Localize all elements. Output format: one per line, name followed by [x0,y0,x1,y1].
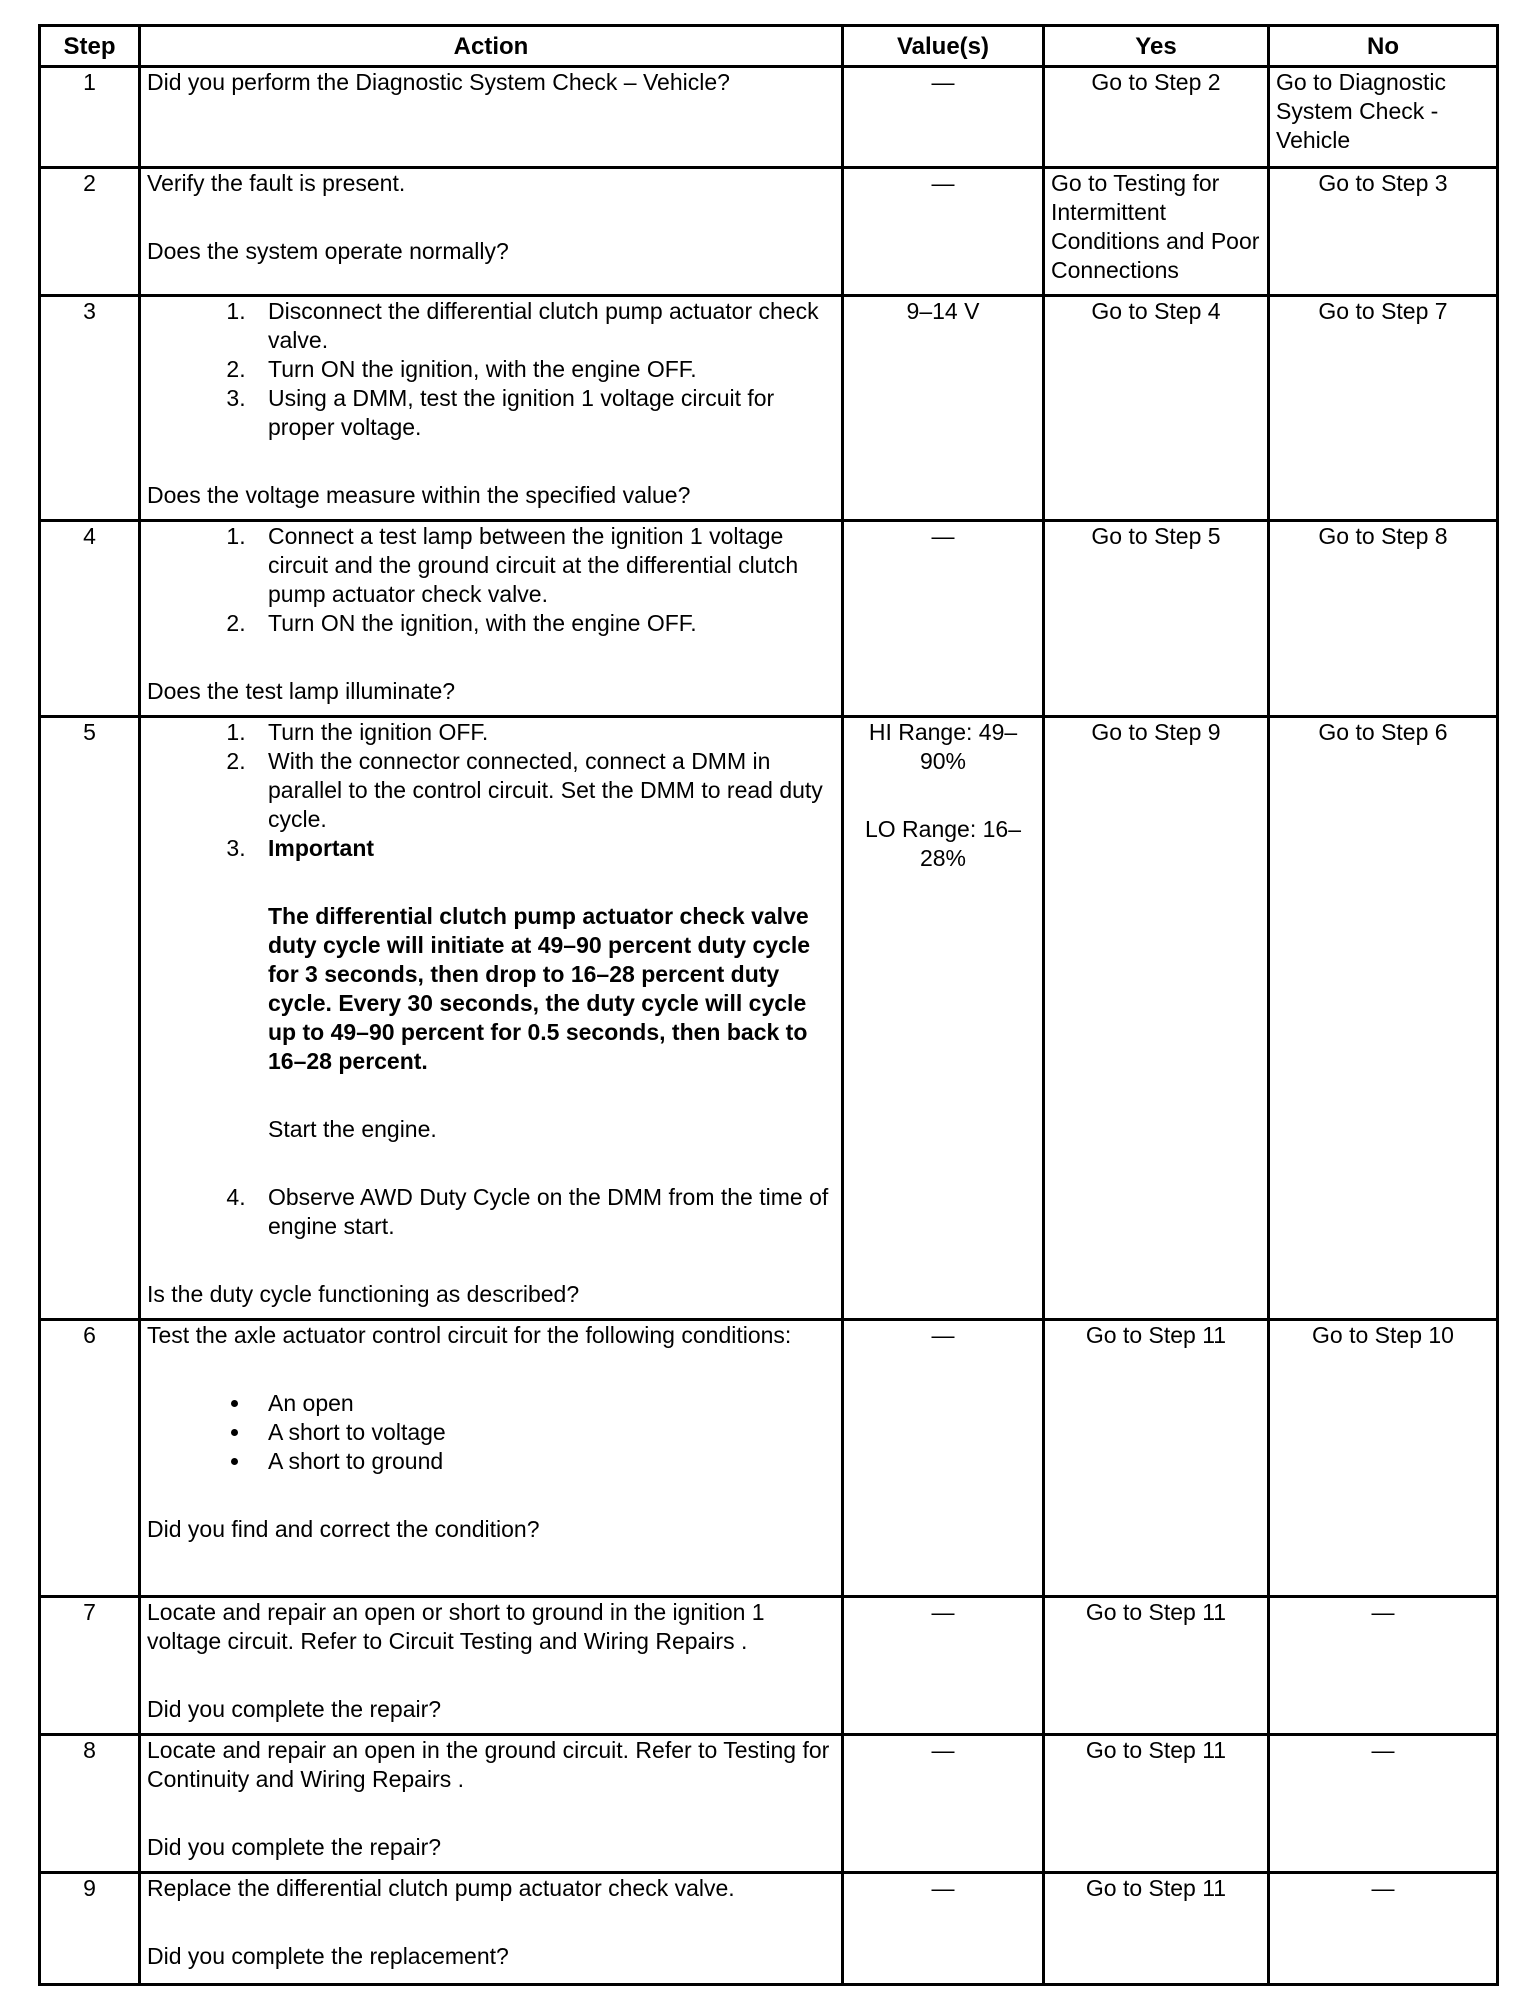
list-item: 1. Turn the ignition OFF. [252,718,835,747]
step-number: 6 [40,1320,140,1597]
value-cell: — [843,1320,1044,1597]
list-item: 1. Disconnect the differential clutch pump actuator check valve. [252,297,835,355]
action-question: Is the duty cycle functioning as described? [147,1281,580,1307]
step-number: 7 [40,1597,140,1735]
list-item: • A short to ground [252,1447,835,1476]
action-question: Did you complete the repair? [147,1696,442,1722]
no-cell: — [1269,1735,1498,1873]
table-row [40,1873,1498,1985]
action-question: Did you complete the repair? [147,1834,442,1860]
step-number: 3 [40,296,140,521]
value-cell: — [843,1735,1044,1873]
value-cell: — [843,521,1044,717]
action-steps [147,522,835,638]
no-cell: Go to Step 7 [1269,296,1498,521]
table-row [40,717,1498,1320]
action-question: Does the system operate normally? [147,238,509,264]
no-cell: Go to Step 3 [1269,168,1498,296]
value-cell [843,717,1044,1320]
action-question: Does the voltage measure within the specified value? [147,482,691,508]
list-item: 2. Turn ON the ignition, with the engine OFF. [252,609,835,638]
no-cell: Go to Step 10 [1269,1320,1498,1597]
table-row [40,1735,1498,1873]
list-item: 4. Observe AWD Duty Cycle on the DMM from the time of engine start. [252,1183,835,1241]
action-cell [140,1597,843,1735]
action-cell [140,296,843,521]
no-cell: Go to Step 8 [1269,521,1498,717]
yes-cell: Go to Step 2 [1044,67,1269,168]
table-row [40,67,1498,168]
action-cell [140,521,843,717]
step-number: 5 [40,717,140,1320]
action-text: Did you perform the Diagnostic System Check – Vehicle? [140,67,843,168]
condition-list [147,1389,835,1476]
list-item: • An open [252,1389,835,1418]
yes-cell: Go to Step 4 [1044,296,1269,521]
step-number: 2 [40,168,140,296]
value-hi-range: HI Range: 49–90% [868,719,1018,774]
header-action: Action [140,26,843,67]
no-cell: — [1269,1873,1498,1985]
action-text: Locate and repair an open or short to ground in the ignition 1 voltage circuit. Refer to Circuit Testing and Wiring Repairs . [147,1599,765,1654]
yes-cell: Go to Step 9 [1044,717,1269,1320]
list-item: 2. Turn ON the ignition, with the engine OFF. [252,355,835,384]
action-cell [140,1320,843,1597]
value-cell: 9–14 V [843,296,1044,521]
value-lo-range: LO Range: 16–28% [864,816,1021,871]
table-row [40,1597,1498,1735]
action-question: Does the test lamp illuminate? [147,678,456,704]
list-item: 3. Using a DMM, test the ignition 1 voltage circuit for proper voltage. [252,384,835,442]
action-cell [140,717,843,1320]
action-cell [140,1735,843,1873]
yes-cell: Go to Testing for Intermittent Conditions and Poor Connections [1044,168,1269,296]
list-item [252,834,835,1144]
action-text: Verify the fault is present. [147,170,406,196]
no-cell: Go to Diagnostic System Check - Vehicle [1269,67,1498,168]
no-cell: — [1269,1597,1498,1735]
action-text: Start the engine. [268,1116,437,1142]
action-text: Locate and repair an open in the ground circuit. Refer to Testing for Continuity and Wiring Repairs . [147,1737,830,1792]
value-cell: — [843,1873,1044,1985]
header-no: No [1269,26,1498,67]
list-item: • A short to voltage [252,1418,835,1447]
action-steps [147,297,835,442]
yes-cell: Go to Step 5 [1044,521,1269,717]
table-row [40,296,1498,521]
value-cell: — [843,168,1044,296]
header-values: Value(s) [843,26,1044,67]
yes-cell: Go to Step 11 [1044,1320,1269,1597]
table-row [40,1320,1498,1597]
action-text: Replace the differential clutch pump actuator check valve. [147,1875,735,1901]
table-row [40,168,1498,296]
header-row [40,26,1498,67]
step-number: 1 [40,67,140,168]
important-note: The differential clutch pump actuator check valve duty cycle will initiate at 49–90 percent duty cycle for 3 seconds, then drop to 16–28 percent duty cycle. Every 30 seconds, the duty cycle will cycle up to 49–90 percent for 0.5 seconds, then back to 16–28 percent. [268,903,811,1074]
value-cell: — [843,67,1044,168]
step-number: 9 [40,1873,140,1985]
header-yes: Yes [1044,26,1269,67]
no-cell: Go to Step 6 [1269,717,1498,1320]
action-text: Test the axle actuator control circuit for the following conditions: [147,1322,792,1348]
step-number: 8 [40,1735,140,1873]
action-question: Did you find and correct the condition? [147,1516,540,1542]
diagnostic-table [38,24,1499,1986]
action-cell [140,168,843,296]
yes-cell: Go to Step 11 [1044,1597,1269,1735]
list-item: 2. With the connector connected, connect a DMM in parallel to the control circuit. Set the DMM to read duty cycle. [252,747,835,834]
list-item: 1. Connect a test lamp between the ignition 1 voltage circuit and the ground circuit at the differential clutch pump actuator check valve. [252,522,835,609]
action-question: Did you complete the replacement? [147,1943,509,1969]
table-row [40,521,1498,717]
header-step: Step [40,26,140,67]
yes-cell: Go to Step 11 [1044,1873,1269,1985]
yes-cell: Go to Step 11 [1044,1735,1269,1873]
step-number: 4 [40,521,140,717]
action-steps [147,718,835,1241]
action-cell [140,1873,843,1985]
value-cell: — [843,1597,1044,1735]
important-title: Important [268,835,375,861]
